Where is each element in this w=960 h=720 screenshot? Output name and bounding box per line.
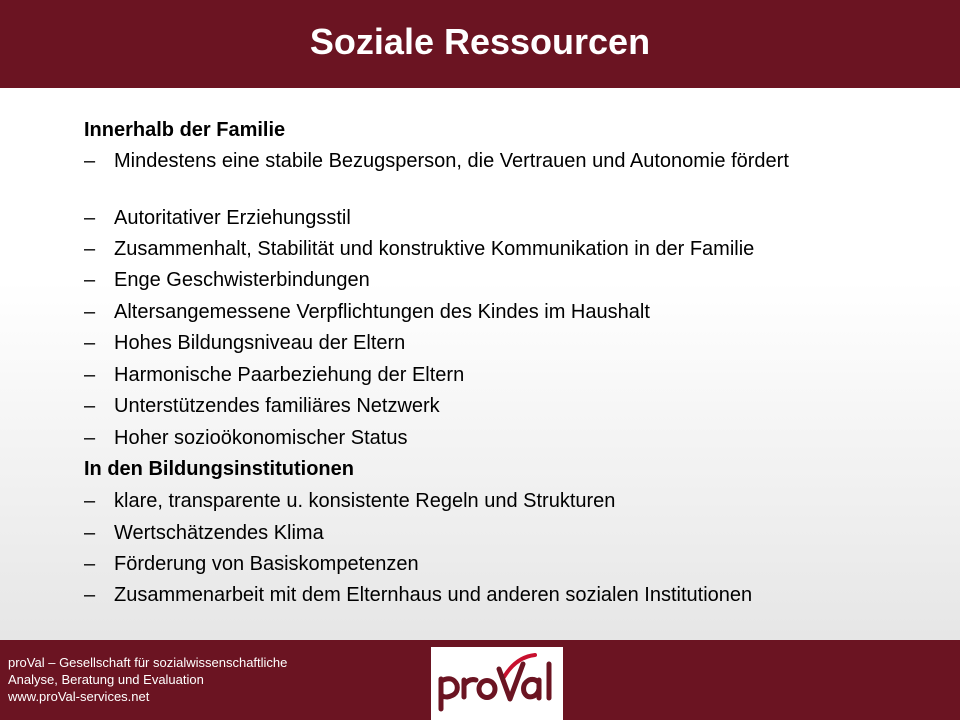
list-item-text: Autoritativer Erziehungsstil	[114, 207, 351, 229]
section-heading-institutions: In den Bildungsinstitutionen	[84, 458, 354, 480]
bullet-dash: –	[84, 427, 96, 449]
list-item	[84, 583, 884, 607]
list-item-text: Wertschätzendes Klima	[114, 522, 324, 544]
list-item	[84, 489, 884, 513]
list-item-text: Harmonische Paarbeziehung der Eltern	[114, 364, 465, 386]
list-item-text: Enge Geschwisterbindungen	[114, 269, 370, 291]
list-item-text: Zusammenarbeit mit dem Elternhaus und anderen sozialen Institutionen	[114, 584, 753, 606]
bullet-dash: –	[84, 490, 96, 512]
slide-content	[0, 88, 960, 640]
bullet-dash: –	[84, 269, 96, 291]
list-item-text: Zusammenhalt, Stabilität und konstruktive Kommunikation in der Familie	[114, 238, 755, 260]
footer-line-services: Analyse, Beratung und Evaluation	[8, 672, 204, 687]
bullet-dash: –	[84, 553, 96, 575]
slide-title: Soziale Ressourcen	[309, 21, 651, 62]
bullet-dash: –	[84, 332, 96, 354]
list-item-text: Unterstützendes familiäres Netzwerk	[114, 395, 440, 417]
list-item	[84, 149, 884, 173]
list-item	[84, 394, 884, 418]
bullet-dash: –	[84, 150, 96, 172]
bullet-dash: –	[84, 207, 96, 229]
list-item	[84, 300, 884, 324]
footer-company-info	[8, 654, 287, 705]
bullet-dash: –	[84, 522, 96, 544]
bullet-dash: –	[84, 364, 96, 386]
bullet-dash: –	[84, 301, 96, 323]
bullet-dash: –	[84, 238, 96, 260]
list-item-text: Hohes Bildungsniveau der Eltern	[114, 332, 406, 354]
bullet-dash: –	[84, 584, 96, 606]
list-item-text: Altersangemessene Verpflichtungen des Kindes im Haushalt	[114, 301, 650, 323]
list-item	[84, 521, 884, 545]
list-item	[84, 552, 884, 576]
section-heading-family: Innerhalb der Familie	[84, 119, 286, 141]
list-item	[84, 206, 884, 230]
proval-logo	[431, 647, 563, 720]
list-item	[84, 237, 884, 261]
list-item	[84, 268, 884, 292]
proval-logo-icon	[431, 647, 563, 720]
list-item-text: Hoher sozioökonomischer Status	[114, 427, 408, 449]
list-item-text: Förderung von Basiskompetenzen	[114, 553, 419, 575]
bullet-dash: –	[84, 395, 96, 417]
slide-header	[0, 0, 960, 88]
list-item-text: Mindestens eine stabile Bezugsperson, die Vertrauen und Autonomie fördert	[114, 150, 789, 172]
footer-line-company: proVal – Gesellschaft für sozialwissenschaftliche	[8, 655, 288, 670]
footer-line-url: www.proVal-services.net	[8, 689, 150, 704]
list-item	[84, 363, 884, 387]
list-item-text: klare, transparente u. konsistente Regeln und Strukturen	[114, 490, 616, 512]
list-item	[84, 426, 884, 450]
list-item	[84, 331, 884, 355]
